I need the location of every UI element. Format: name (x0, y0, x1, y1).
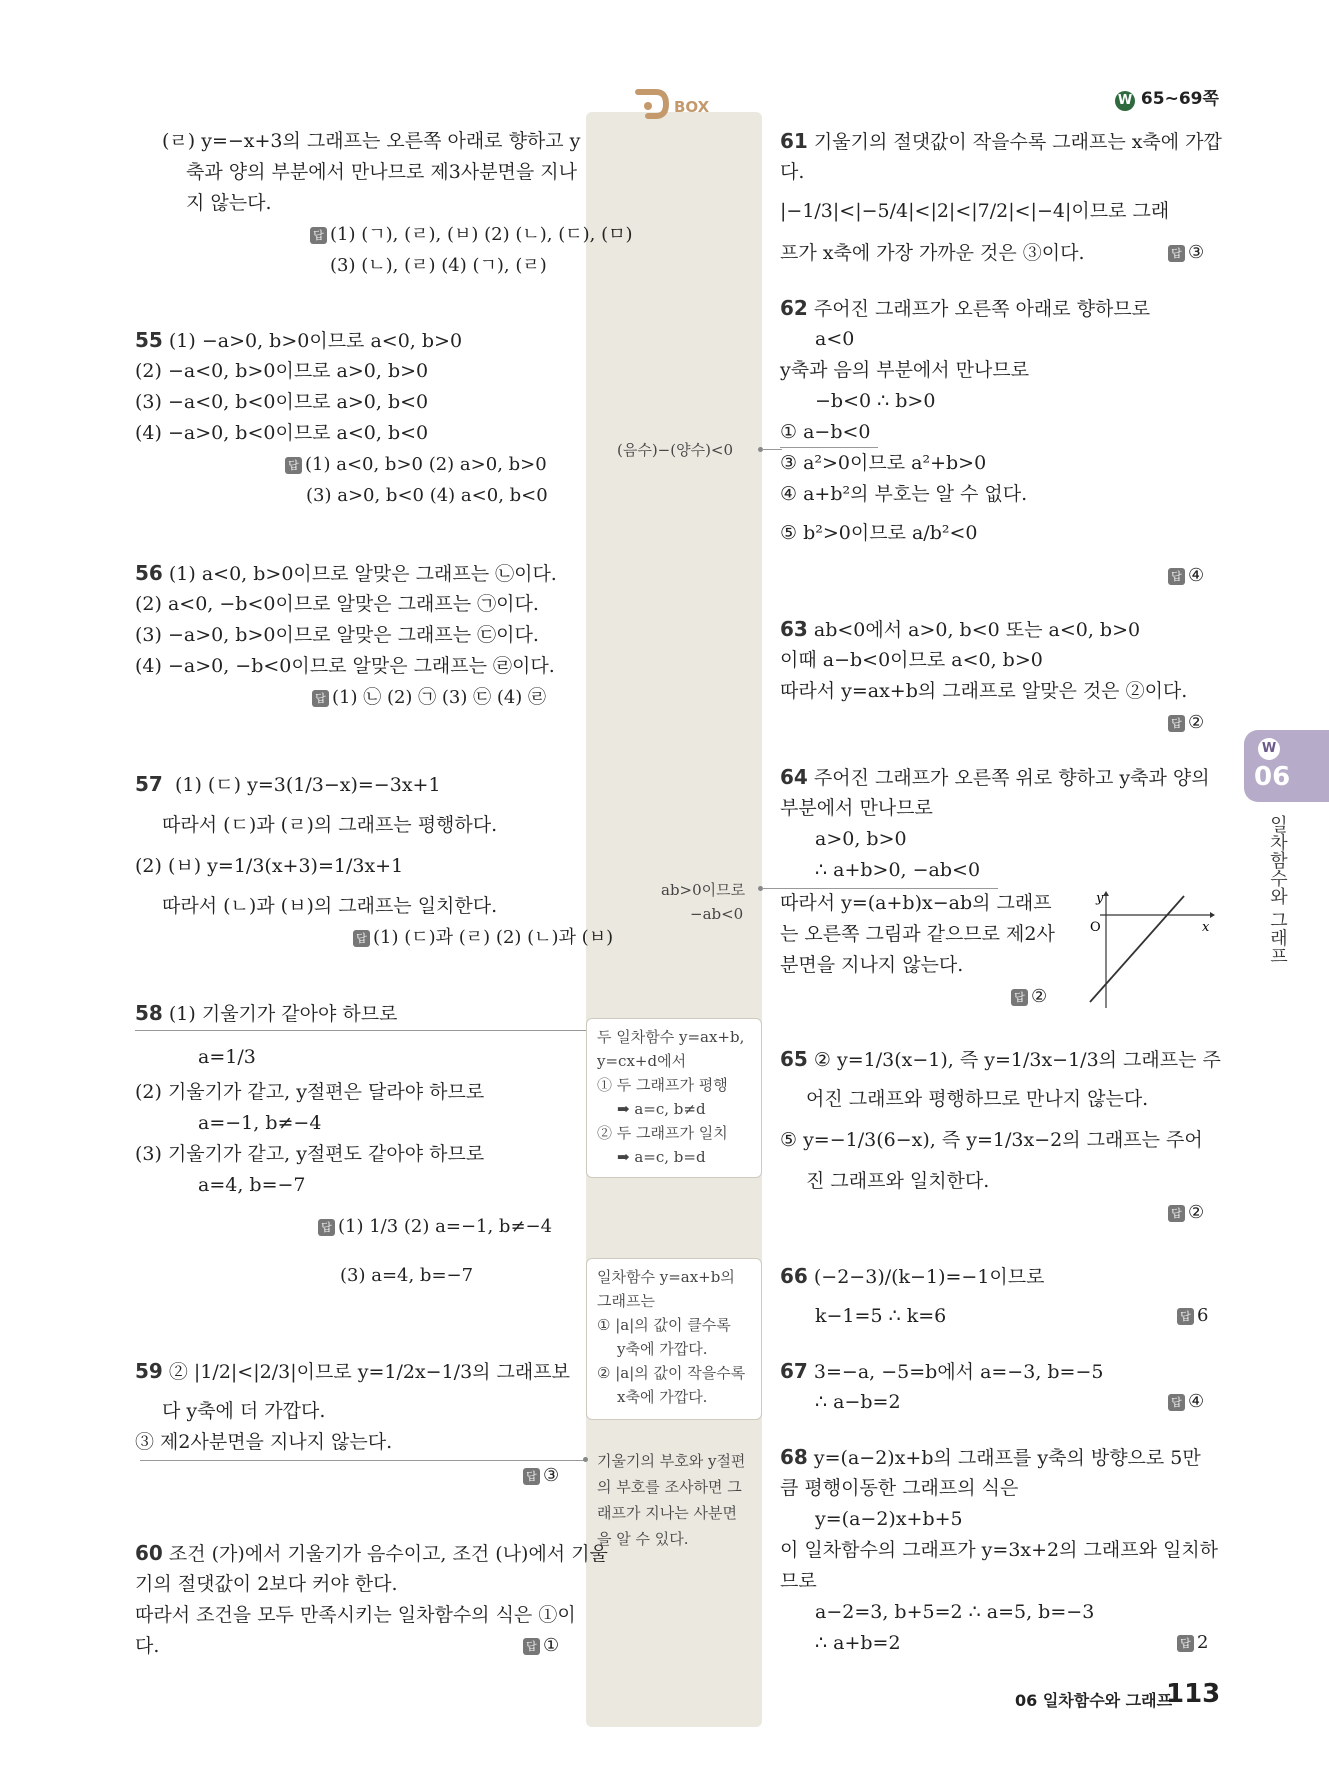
p65-line2: 어진 그래프와 평행하므로 만나지 않는다. (806, 1088, 1149, 1110)
p61-answer-text: ③ (1188, 242, 1205, 263)
p58-line2: a=1/3 (198, 1046, 256, 1068)
p60-line1-text: 조건 (가)에서 기울기가 음수이고, 조건 (나)에서 기울 (168, 1543, 608, 1565)
p64-answer-text: ② (1031, 986, 1048, 1007)
problem-number: 61 (780, 129, 808, 153)
p55-line3: (3) −a<0, b<0이므로 a>0, b<0 (135, 391, 429, 413)
p55-line1 (135, 327, 462, 354)
p63-line2: 이때 a−b<0이므로 a<0, b>0 (780, 649, 1043, 671)
p65-line3: ⑤ y=−1/3(6−x), 즉 y=1/3x−2의 그래프는 주어 (780, 1129, 1203, 1151)
p64-line3: a>0, b>0 (815, 828, 907, 850)
page-ref-text: 65~69쪽 (1140, 89, 1219, 109)
p60-answer (523, 1633, 559, 1659)
p64-line2: 부분에서 만나므로 (780, 797, 933, 819)
p62-line3: y축과 음의 부분에서 만나므로 (780, 359, 1030, 381)
p62-line4: −b<0 ∴ b>0 (815, 390, 936, 412)
p68-line1 (780, 1444, 1201, 1471)
qbox-logo (630, 86, 730, 126)
note-negative-minus-positive: (음수)−(양수)<0 (617, 441, 734, 459)
note-dot (583, 1457, 588, 1462)
answer-icon: 답 (1168, 568, 1185, 585)
p64-line5: 따라서 y=(a+b)x−ab의 그래프 (780, 892, 1052, 914)
p62-line7: ④ a+b²의 부호는 알 수 없다. (780, 483, 1028, 505)
answer-icon: 답 (310, 227, 327, 244)
answer-icon: 답 (285, 457, 302, 474)
footer-chapter: 06 일차함수와 그래프 (1015, 1691, 1173, 1710)
problem-number: 62 (780, 296, 808, 320)
p67-line2: ∴ a−b=2 (815, 1391, 901, 1413)
p57-line3: (2) (ㅂ) y=1/3(x+3)=1/3x+1 (135, 855, 404, 877)
p63-answer (1168, 710, 1204, 736)
chapter-number: 06 (1254, 762, 1291, 792)
p67-line1 (780, 1358, 1104, 1385)
answer-icon: 답 (353, 930, 370, 947)
p66-line2: k−1=5 ∴ k=6 (815, 1305, 947, 1327)
p58-line6: a=4, b=−7 (198, 1174, 306, 1196)
answer-icon: 답 (1168, 245, 1185, 262)
p64-line1-text: 주어진 그래프가 오른쪽 위로 향하고 y축과 양의 (813, 767, 1210, 789)
p60-line1 (135, 1540, 608, 1567)
box2-line5: ② |a|의 값이 작을수록 (597, 1364, 746, 1382)
p58-line3: (2) 기울기가 같고, y절편은 달라야 하므로 (135, 1081, 485, 1103)
answer-icon: 답 (1168, 1205, 1185, 1222)
note-box-slope-absolute (586, 1258, 762, 1420)
p58-answer1-text: (1) 1/3 (2) a=−1, b≠−4 (338, 1216, 553, 1237)
p55-answer1-text: (1) a<0, b>0 (2) a>0, b>0 (305, 454, 547, 475)
problem-number: 56 (135, 561, 163, 585)
note-ab-positive-line1: ab>0이므로 (661, 881, 746, 899)
p64-line7: 분면을 지나지 않는다. (780, 954, 964, 976)
note-box-parallel-coincide (586, 1018, 762, 1178)
p61-answer (1168, 240, 1204, 266)
p57-line1-text: (1) (ㄷ) y=3(1/3−x)=−3x+1 (174, 774, 441, 796)
p59-line1 (135, 1358, 570, 1385)
p65-line4: 진 그래프와 일치한다. (806, 1170, 990, 1192)
problem-number: 58 (135, 1001, 163, 1025)
p62-line8: ⑤ b²>0이므로 a/b²<0 (780, 522, 978, 544)
p54-line1: (ㄹ) y=−x+3의 그래프는 오른쪽 아래로 향하고 y (162, 130, 581, 152)
p63-line3: 따라서 y=ax+b의 그래프로 알맞은 것은 ②이다. (780, 680, 1188, 702)
p67-answer (1168, 1389, 1204, 1415)
leader-line (762, 449, 782, 450)
p65-line1 (780, 1046, 1221, 1073)
note-sign-check-line4: 을 알 수 있다. (597, 1530, 689, 1548)
problem-number: 60 (135, 1541, 163, 1565)
p65-answer-text: ② (1188, 1202, 1205, 1223)
p56-answer-text: (1) ㉡ (2) ㉠ (3) ㉢ (4) ㉣ (332, 687, 547, 708)
qbox-label: BOX (674, 98, 710, 116)
p61-line3: |−1/3|<|−5/4|<|2|<|7/2|<|−4|이므로 그래 (780, 200, 1170, 222)
box2-line1: 일차함수 y=ax+b의 (597, 1268, 735, 1286)
p62-answer (1168, 563, 1204, 589)
note-sign-check-line1: 기울기의 부호와 y절편 (597, 1452, 746, 1470)
p68-line3: y=(a−2)x+b+5 (815, 1508, 963, 1530)
note-ab-positive-line2: −ab<0 (690, 905, 744, 923)
p62-line6: ③ a²>0이므로 a²+b>0 (780, 452, 987, 474)
chapter-side-title: 일차함수와 그래프 (1267, 815, 1288, 965)
problem-number: 68 (780, 1445, 808, 1469)
problem-number: 55 (135, 328, 163, 352)
p57-answer (353, 925, 613, 951)
p64-line6: 는 오른쪽 그림과 같으므로 제2사 (780, 923, 1055, 945)
box1-line5: ② 두 그래프가 일치 (597, 1124, 728, 1142)
p68-line1-text: y=(a−2)x+b의 그래프를 y축의 방향으로 5만 (813, 1447, 1201, 1469)
problem-number: 66 (780, 1264, 808, 1288)
p54-answer1 (310, 222, 633, 248)
chapter-badge-icon: W (1258, 738, 1280, 760)
p62-line5: ① a−b<0 (780, 421, 871, 443)
p58-answer1 (318, 1214, 552, 1240)
p55-answer2: (3) a>0, b<0 (4) a<0, b<0 (306, 485, 548, 506)
p56-line1 (135, 560, 557, 587)
leader-line (778, 888, 998, 889)
page-number: 113 (1166, 1679, 1221, 1709)
p55-line2: (2) −a<0, b>0이므로 a>0, b>0 (135, 360, 429, 382)
p57-answer-text: (1) (ㄷ)과 (ㄹ) (2) (ㄴ)과 (ㅂ) (373, 927, 614, 948)
p60-line3: 따라서 조건을 모두 만족시키는 일차함수의 식은 ①이 (135, 1604, 576, 1626)
p56-line1-text: (1) a<0, b>0이므로 알맞은 그래프는 ㉡이다. (168, 563, 557, 585)
leader-line (140, 1460, 586, 1461)
answer-icon: 답 (1168, 715, 1185, 732)
p54-answer1-text: (1) (ㄱ), (ㄹ), (ㅂ) (2) (ㄴ), (ㄷ), (ㅁ) (330, 224, 633, 245)
p68-line6: a−2=3, b+5=2 ∴ a=5, b=−3 (815, 1601, 1095, 1623)
p67-line1-text: 3=−a, −5=b에서 a=−3, b=−5 (813, 1361, 1104, 1383)
p65-answer (1168, 1200, 1204, 1226)
graph-x-label: x (1202, 920, 1210, 935)
answer-icon: 답 (1177, 1308, 1194, 1325)
p59-line3: ③ 제2사분면을 지나지 않는다. (135, 1431, 393, 1453)
box1-line2: y=cx+d에서 (597, 1052, 687, 1070)
leader-line (780, 447, 878, 448)
p55-line1-text: (1) −a>0, b>0이므로 a<0, b>0 (168, 330, 463, 352)
p57-line1 (135, 771, 441, 798)
page-ref-header (1115, 84, 1219, 111)
box1-line6: ➡ a=c, b=d (617, 1148, 706, 1166)
p59-line1-text: ② |1/2|<|2/3|이므로 y=1/2x−1/3의 그래프보 (168, 1361, 570, 1383)
box1-line1: 두 일차함수 y=ax+b, (597, 1028, 745, 1046)
p62-line1 (780, 295, 1150, 322)
p66-line1 (780, 1263, 1044, 1290)
p56-line3: (3) −a>0, b>0이므로 알맞은 그래프는 ㉢이다. (135, 624, 539, 646)
p62-answer-text: ④ (1188, 565, 1205, 586)
p60-answer-text: ① (543, 1635, 560, 1656)
problem-number: 64 (780, 765, 808, 789)
p64-line4: ∴ a+b>0, −ab<0 (815, 859, 981, 881)
p64-graph (1080, 890, 1215, 1008)
problem-number: 57 (135, 772, 163, 796)
p59-answer-text: ③ (543, 1465, 560, 1486)
p66-line1-text: (−2−3)/(k−1)=−1이므로 (813, 1266, 1045, 1288)
p61-line4: 프가 x축에 가장 가까운 것은 ③이다. (780, 242, 1085, 264)
p56-answer (312, 685, 546, 711)
answer-icon: 답 (312, 690, 329, 707)
p61-line1-text: 기울기의 절댓값이 작을수록 그래프는 x축에 가깝 (813, 131, 1222, 153)
problem-number: 59 (135, 1359, 163, 1383)
answer-icon: 답 (1177, 1635, 1194, 1652)
p60-line4: 다. (135, 1635, 160, 1657)
answer-icon: 답 (523, 1638, 540, 1655)
problem-number: 67 (780, 1359, 808, 1383)
answer-icon: 답 (1011, 989, 1028, 1006)
p68-answer (1177, 1630, 1208, 1656)
p56-line2: (2) a<0, −b<0이므로 알맞은 그래프는 ㉠이다. (135, 593, 539, 615)
p68-line2: 큼 평행이동한 그래프의 식은 (780, 1477, 1019, 1499)
p68-line5: 므로 (780, 1570, 817, 1592)
p61-line2: 다. (780, 161, 805, 183)
p68-line7: ∴ a+b=2 (815, 1632, 901, 1654)
box2-line4: y축에 가깝다. (617, 1340, 708, 1358)
p63-answer-text: ② (1188, 712, 1205, 733)
p67-answer-text: ④ (1188, 1391, 1205, 1412)
p58-line1-text: (1) 기울기가 같아야 하므로 (168, 1003, 398, 1025)
problem-number: 63 (780, 617, 808, 641)
p54-line2: 축과 양의 부분에서 만나므로 제3사분면을 지나 (186, 161, 578, 183)
p57-line2: 따라서 (ㄷ)과 (ㄹ)의 그래프는 평행하다. (162, 814, 498, 836)
answer-icon: 답 (318, 1219, 335, 1236)
p62-line1-text: 주어진 그래프가 오른쪽 아래로 향하므로 (813, 298, 1151, 320)
p54-answer2: (3) (ㄴ), (ㄹ) (4) (ㄱ), (ㄹ) (330, 255, 547, 276)
note-sign-check-line3: 래프가 지나는 사분면 (597, 1504, 737, 1522)
leader-line (135, 1030, 586, 1031)
note-sign-check-line2: 의 부호를 조사하면 그 (597, 1478, 742, 1496)
p58-line4: a=−1, b≠−4 (198, 1112, 322, 1134)
p58-line1 (135, 1000, 397, 1027)
graph-origin-label: O (1090, 920, 1101, 935)
box1-line4: ➡ a=c, b≠d (617, 1100, 706, 1118)
problem-number: 65 (780, 1047, 808, 1071)
p56-line4: (4) −a>0, −b<0이므로 알맞은 그래프는 ㉣이다. (135, 655, 555, 677)
p63-line1-text: ab<0에서 a>0, b<0 또는 a<0, b>0 (813, 619, 1141, 641)
chapter-tab (1244, 730, 1329, 802)
p68-line4: 이 일차함수의 그래프가 y=3x+2의 그래프와 일치하 (780, 1539, 1219, 1561)
p54-line3: 지 않는다. (186, 192, 272, 214)
p59-answer (523, 1463, 559, 1489)
p62-line2: a<0 (815, 328, 855, 350)
p64-line1 (780, 764, 1210, 791)
p58-line5: (3) 기울기가 같고, y절편도 같아야 하므로 (135, 1143, 485, 1165)
p60-line2: 기의 절댓값이 2보다 커야 한다. (135, 1573, 398, 1595)
p66-answer-text: 6 (1197, 1305, 1209, 1326)
graph-y-label: y (1096, 891, 1104, 906)
p63-line1 (780, 616, 1140, 643)
box2-line6: x축에 가깝다. (617, 1388, 708, 1406)
p55-answer1 (285, 452, 547, 478)
p65-line1-text: ② y=1/3(x−1), 즉 y=1/3x−1/3의 그래프는 주 (813, 1049, 1221, 1071)
p59-line2: 다 y축에 더 가깝다. (162, 1400, 326, 1422)
box2-line3: ① |a|의 값이 클수록 (597, 1316, 731, 1334)
box2-line2: 그래프는 (597, 1292, 655, 1310)
p66-answer (1177, 1303, 1208, 1329)
w-badge-icon: W (1115, 91, 1135, 111)
answer-icon: 답 (523, 1468, 540, 1485)
p61-line1 (780, 128, 1222, 155)
p55-line4: (4) −a>0, b<0이므로 a<0, b<0 (135, 422, 429, 444)
p64-answer (1011, 984, 1047, 1010)
p57-line4: 따라서 (ㄴ)과 (ㅂ)의 그래프는 일치한다. (162, 895, 498, 917)
answer-icon: 답 (1168, 1394, 1185, 1411)
p58-answer2: (3) a=4, b=−7 (340, 1265, 474, 1286)
p68-answer-text: 2 (1197, 1632, 1209, 1653)
box1-line3: ① 두 그래프가 평행 (597, 1076, 728, 1094)
